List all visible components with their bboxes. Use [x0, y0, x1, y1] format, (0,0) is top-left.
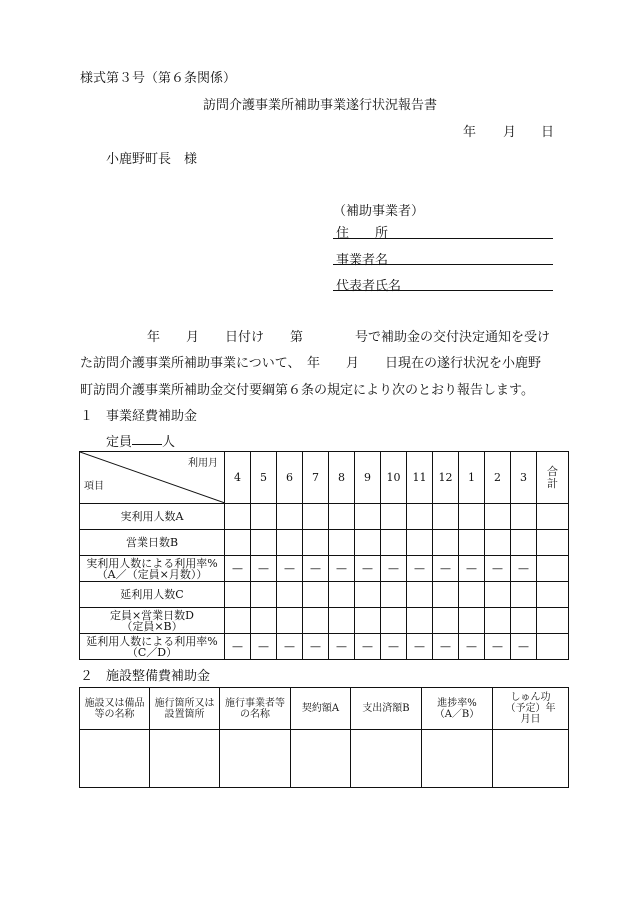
- month-cell[interactable]: [225, 504, 251, 530]
- month-cell[interactable]: [407, 608, 433, 634]
- month-cell[interactable]: [407, 582, 433, 608]
- table-row: [80, 608, 569, 634]
- col-completion-date: しゅん功（予定）年月日: [493, 688, 569, 730]
- row-label: 実利用人数A: [80, 504, 225, 530]
- document-title: 訪問介護事業所補助事業遂行状況報告書: [203, 98, 438, 113]
- body-line-1: 年 月 日付け 第 号で補助金の交付決定通知を受け: [147, 330, 551, 345]
- dash-cell: —: [511, 634, 537, 660]
- col-progress-rate: 進捗率%（A／B）: [422, 688, 493, 730]
- month-cell[interactable]: [355, 504, 381, 530]
- address-label: 住 所: [336, 226, 389, 241]
- month-cell[interactable]: [511, 504, 537, 530]
- business-name-field[interactable]: [333, 264, 553, 265]
- dash-cell: —: [459, 634, 485, 660]
- table-row: [80, 582, 569, 608]
- dash-cell: —: [225, 556, 251, 582]
- month-cell[interactable]: [433, 530, 459, 556]
- col-contract-amount: 契約額A: [291, 688, 351, 730]
- month-cell[interactable]: [433, 582, 459, 608]
- section1-heading: １ 事業経費補助金: [80, 409, 198, 424]
- month-cell[interactable]: [433, 504, 459, 530]
- month-cell[interactable]: [485, 608, 511, 634]
- dash-cell: —: [329, 556, 355, 582]
- facility-name-cell[interactable]: [80, 730, 150, 788]
- table-row: [80, 634, 569, 660]
- row-label: 営業日数B: [80, 530, 225, 556]
- contract-amount-cell[interactable]: [291, 730, 351, 788]
- month-header: 6: [277, 452, 303, 504]
- date-year-label: 年: [463, 125, 477, 140]
- row-label: 延利用人数C: [80, 582, 225, 608]
- capacity-field[interactable]: [132, 444, 162, 445]
- dash-cell: —: [407, 556, 433, 582]
- month-cell[interactable]: [251, 582, 277, 608]
- representative-field[interactable]: [333, 290, 553, 291]
- total-header: [537, 452, 569, 504]
- dash-cell: —: [433, 556, 459, 582]
- dash-cell: —: [485, 634, 511, 660]
- month-cell[interactable]: [485, 504, 511, 530]
- total-header-label: 合計: [547, 464, 558, 490]
- month-cell[interactable]: [381, 582, 407, 608]
- month-header: 1: [459, 452, 485, 504]
- dash-cell: —: [381, 634, 407, 660]
- month-cell[interactable]: [407, 504, 433, 530]
- dash-cell: —: [407, 634, 433, 660]
- progress-rate-cell[interactable]: [422, 730, 493, 788]
- total-cell[interactable]: [537, 608, 569, 634]
- month-cell[interactable]: [381, 504, 407, 530]
- contractor-name-cell[interactable]: [220, 730, 291, 788]
- month-cell[interactable]: [355, 530, 381, 556]
- col-contractor-name: 施行事業者等の名称: [220, 688, 291, 730]
- address-field[interactable]: [333, 238, 553, 239]
- dash-cell: —: [355, 634, 381, 660]
- month-cell[interactable]: [303, 582, 329, 608]
- month-cell[interactable]: [459, 530, 485, 556]
- month-cell[interactable]: [407, 530, 433, 556]
- month-cell[interactable]: [459, 582, 485, 608]
- month-cell[interactable]: [511, 608, 537, 634]
- month-cell[interactable]: [485, 530, 511, 556]
- month-cell[interactable]: [303, 530, 329, 556]
- operating-expense-table: [79, 451, 569, 660]
- total-cell[interactable]: [537, 504, 569, 530]
- representative-label: 代表者氏名: [336, 279, 402, 294]
- paid-amount-cell[interactable]: [351, 730, 422, 788]
- body-line-3: 町訪問介護事業所補助金交付要綱第６条の規定により次のとおり報告します。: [80, 383, 534, 398]
- month-cell[interactable]: [225, 530, 251, 556]
- month-cell[interactable]: [329, 530, 355, 556]
- month-cell[interactable]: [381, 608, 407, 634]
- row-label: 延利用人数による利用率% （C／D）: [80, 634, 225, 660]
- form-number: 様式第３号（第６条関係）: [80, 71, 237, 86]
- month-cell[interactable]: [459, 608, 485, 634]
- corner-bottom-label: 項目: [84, 481, 104, 492]
- table-row: [80, 504, 569, 530]
- month-cell[interactable]: [251, 504, 277, 530]
- table-row: [80, 556, 569, 582]
- date-month-label: 月: [503, 125, 517, 140]
- section2-heading: ２ 施設整備費補助金: [80, 669, 211, 684]
- month-header: 8: [329, 452, 355, 504]
- month-cell[interactable]: [225, 582, 251, 608]
- dash-cell: —: [303, 634, 329, 660]
- total-cell[interactable]: [537, 556, 569, 582]
- total-cell[interactable]: [537, 634, 569, 660]
- dash-cell: —: [225, 634, 251, 660]
- month-cell[interactable]: [381, 530, 407, 556]
- business-name-label: 事業者名: [336, 253, 389, 268]
- date-day-label: 日: [541, 125, 555, 140]
- month-header: 12: [433, 452, 459, 504]
- facility-table: [79, 687, 569, 788]
- month-cell[interactable]: [303, 608, 329, 634]
- capacity-label: 定員: [106, 435, 133, 450]
- month-cell[interactable]: [277, 504, 303, 530]
- month-cell[interactable]: [329, 608, 355, 634]
- total-cell[interactable]: [537, 530, 569, 556]
- completion-date-cell[interactable]: [493, 730, 569, 788]
- month-header: 9: [355, 452, 381, 504]
- dash-cell: —: [433, 634, 459, 660]
- month-cell[interactable]: [277, 582, 303, 608]
- month-cell[interactable]: [251, 530, 277, 556]
- month-header: 2: [485, 452, 511, 504]
- month-cell[interactable]: [459, 504, 485, 530]
- row-label: 定員×営業日数D （定員×B）: [80, 608, 225, 634]
- capacity-unit: 人: [162, 435, 176, 450]
- month-cell[interactable]: [511, 530, 537, 556]
- col-construction-site: 施行箇所又は設置箇所: [150, 688, 220, 730]
- dash-cell: —: [459, 556, 485, 582]
- col-facility-name: 施設又は備品等の名称: [80, 688, 150, 730]
- month-cell[interactable]: [251, 608, 277, 634]
- month-header: 3: [511, 452, 537, 504]
- dash-cell: —: [303, 556, 329, 582]
- applicant-header: （補助事業者）: [333, 204, 425, 219]
- dash-cell: —: [251, 634, 277, 660]
- month-cell[interactable]: [303, 504, 329, 530]
- month-cell[interactable]: [355, 582, 381, 608]
- dash-cell: —: [277, 634, 303, 660]
- month-cell[interactable]: [355, 608, 381, 634]
- dash-cell: —: [277, 556, 303, 582]
- dash-cell: —: [511, 556, 537, 582]
- construction-site-cell[interactable]: [150, 730, 220, 788]
- month-cell[interactable]: [511, 582, 537, 608]
- total-cell[interactable]: [537, 582, 569, 608]
- month-header: 11: [407, 452, 433, 504]
- corner-top-label: 利用月: [188, 458, 218, 469]
- month-header: 4: [225, 452, 251, 504]
- addressee: 小鹿野町長 様: [106, 152, 198, 167]
- table-row: [80, 530, 569, 556]
- dash-cell: —: [251, 556, 277, 582]
- month-cell[interactable]: [329, 504, 355, 530]
- dash-cell: —: [381, 556, 407, 582]
- dash-cell: —: [329, 634, 355, 660]
- month-cell[interactable]: [277, 530, 303, 556]
- col-paid-amount: 支出済額B: [351, 688, 422, 730]
- month-header: 5: [251, 452, 277, 504]
- month-header: 10: [381, 452, 407, 504]
- month-header: 7: [303, 452, 329, 504]
- month-cell[interactable]: [485, 582, 511, 608]
- month-cell[interactable]: [225, 608, 251, 634]
- corner-cell: [80, 452, 225, 504]
- dash-cell: —: [485, 556, 511, 582]
- month-cell[interactable]: [329, 582, 355, 608]
- row-label: 実利用人数による利用率% （A／（定員×月数））: [80, 556, 225, 582]
- table-header-row: [80, 452, 569, 504]
- month-cell[interactable]: [433, 608, 459, 634]
- body-line-2: た訪問介護事業所補助事業について、 年 月 日現在の遂行状況を小鹿野: [80, 356, 541, 371]
- facility-header-row: [80, 688, 569, 730]
- facility-input-row: [80, 730, 569, 788]
- dash-cell: —: [355, 556, 381, 582]
- month-cell[interactable]: [277, 608, 303, 634]
